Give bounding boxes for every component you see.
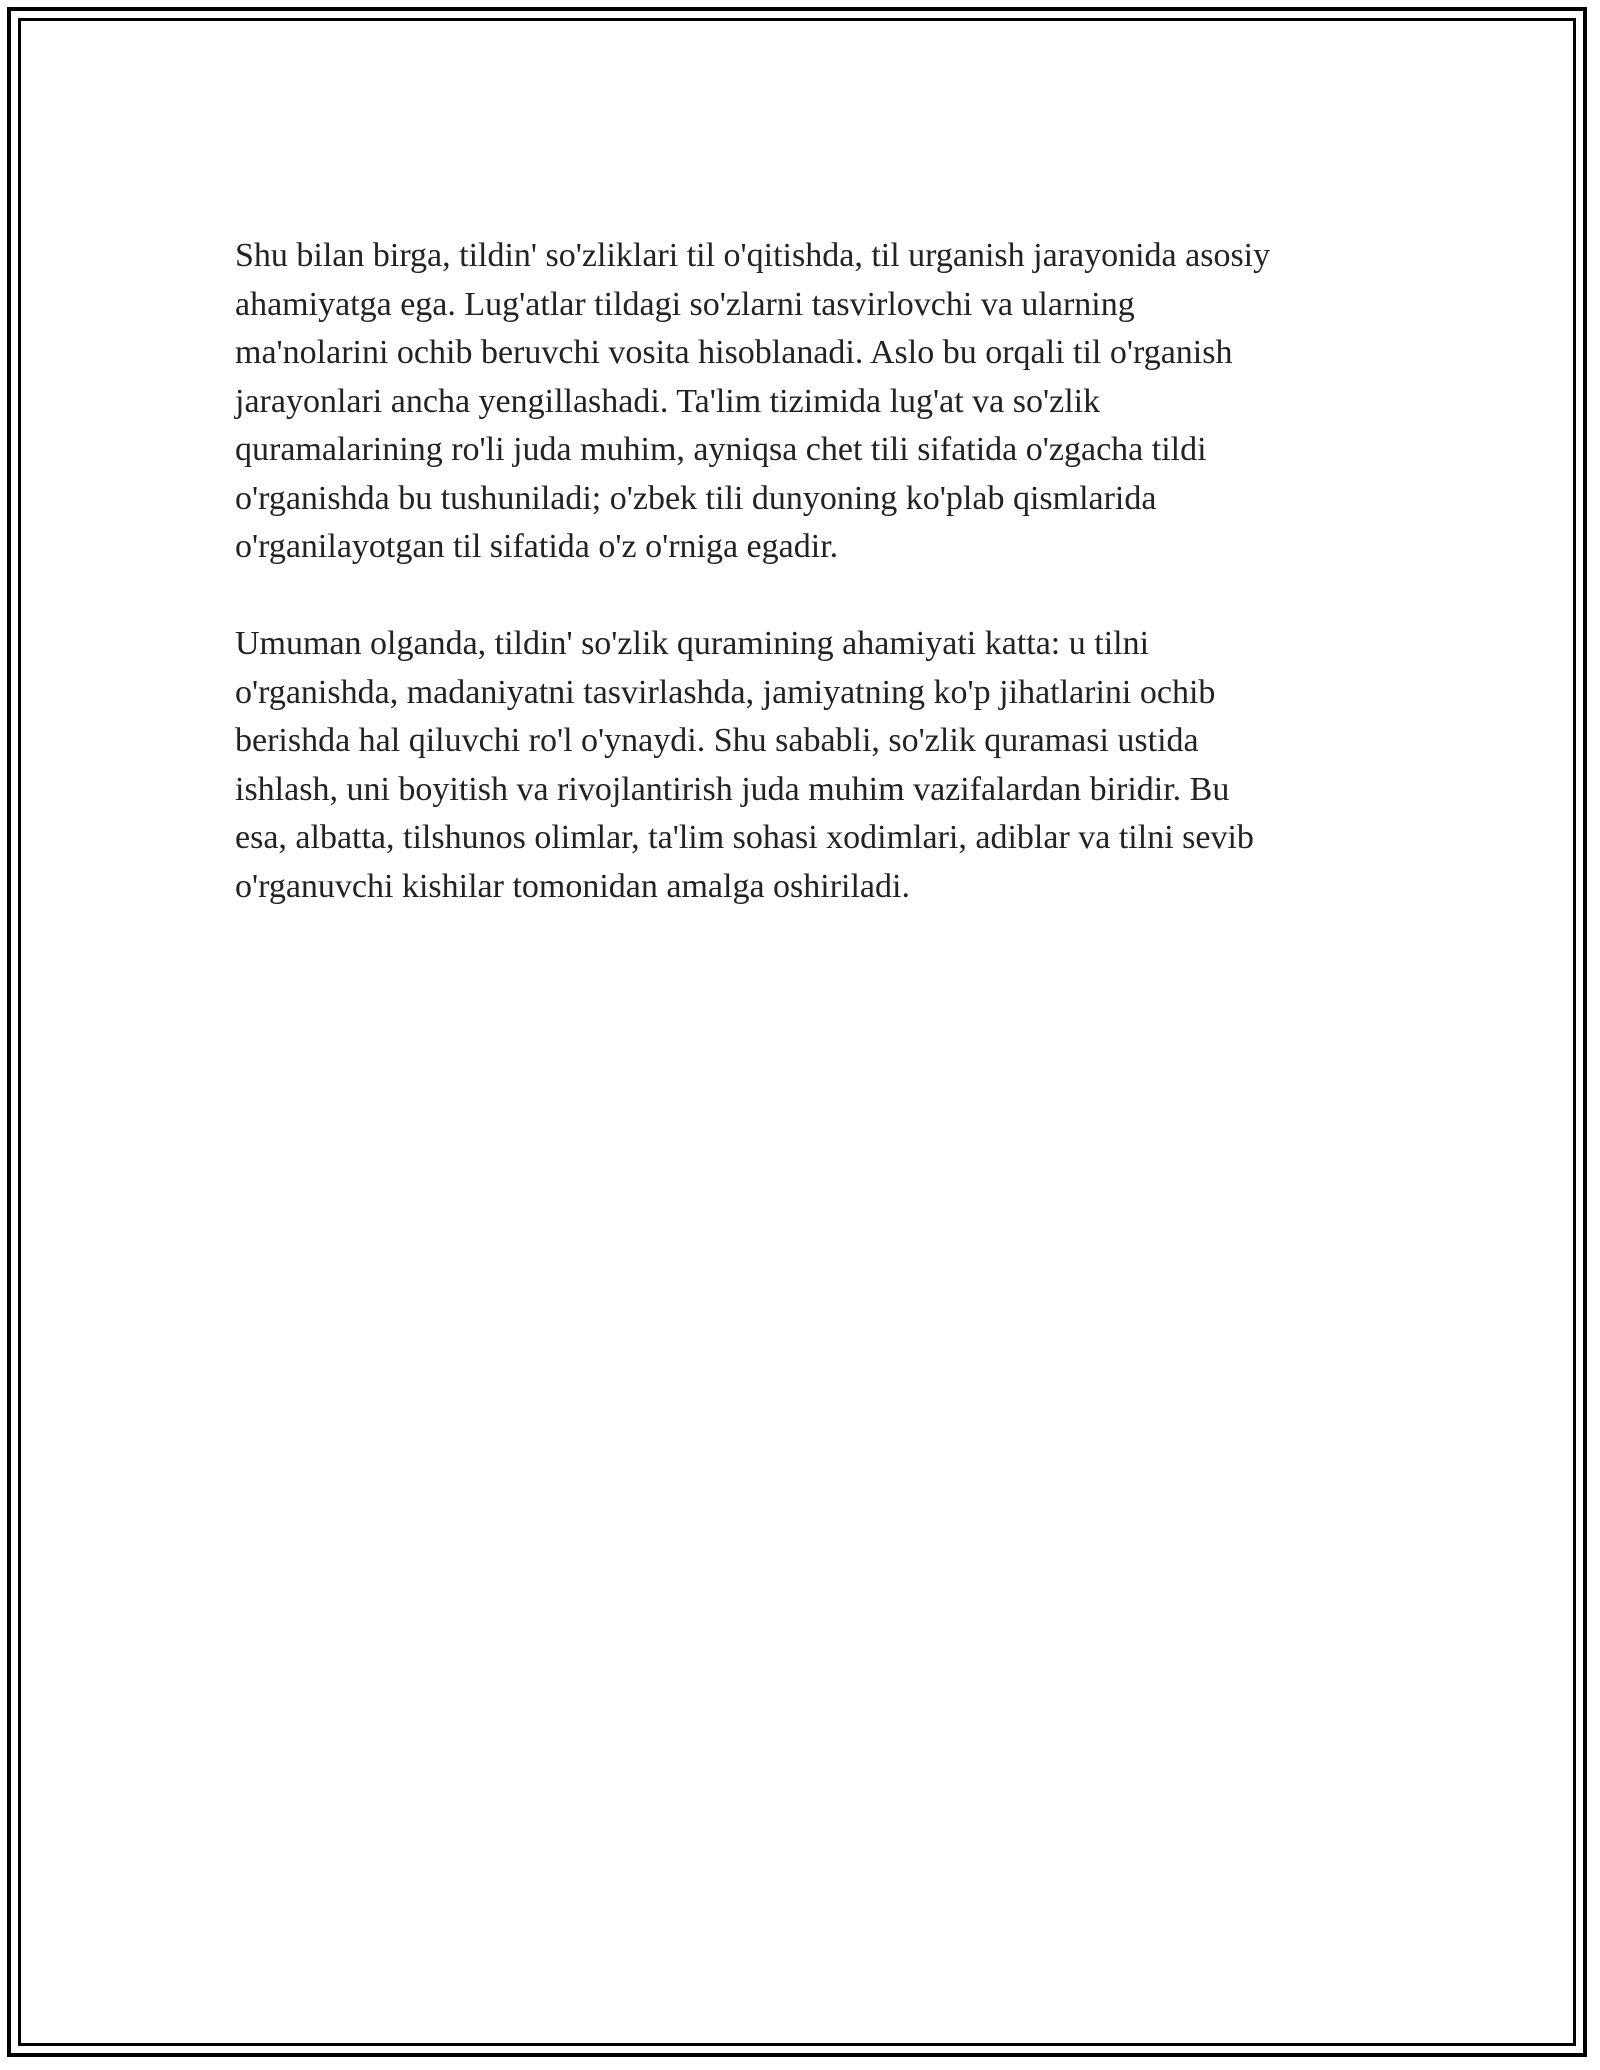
text-line: berishda hal qiluvchi ro'l o'ynaydi. Shu sababli, so'zlik quramasi ustida — [235, 722, 1199, 759]
text-line: ahamiyatga ega. Lug'atlar tildagi so'zlarni tasvirlovchi va ularning — [235, 285, 1135, 323]
text-line: quramalarining ro'li juda muhim, ayniqsa chet tili sifatida o'zgacha tildi — [235, 431, 1207, 468]
document-body — [235, 232, 1365, 960]
text-line: o'rganilayotgan til sifatida o'z o'rniga egadir. — [235, 528, 839, 565]
text-line: esa, albatta, tilshunos olimlar, ta'lim sohasi xodimlari, adiblar va tilni sevib — [235, 819, 1254, 856]
paragraph-2 — [235, 620, 1365, 911]
text-line: Umuman olganda, tildin' so'zlik quramining ahamiyati katta: u tilni — [235, 625, 1150, 662]
text-line: ma'nolarini ochib beruvchi vosita hisoblanadi. Aslo bu orqali til o'rganish — [235, 334, 1233, 371]
text-line: ishlash, uni boyitish va rivojlantirish juda muhim vazifalardan biridir. Bu — [235, 770, 1230, 808]
text-line: jarayonlari ancha yengillashadi. Ta'lim tizimida lug'at va so'zlik — [235, 382, 1101, 420]
paragraph-1 — [235, 232, 1365, 572]
text-line: o'rganuvchi kishilar tomonidan amalga oshiriladi. — [235, 867, 910, 905]
text-line: o'rganishda, madaniyatni tasvirlashda, jamiyatning ko'p jihatlarini ochib — [235, 673, 1216, 711]
text-line: o'rganishda bu tushuniladi; o'zbek tili dunyoning ko'plab qismlarida — [235, 479, 1157, 517]
text-line: Shu bilan birga, tildin' so'zliklari til o'qitishda, til urganish jarayonida asosiy — [235, 237, 1271, 274]
